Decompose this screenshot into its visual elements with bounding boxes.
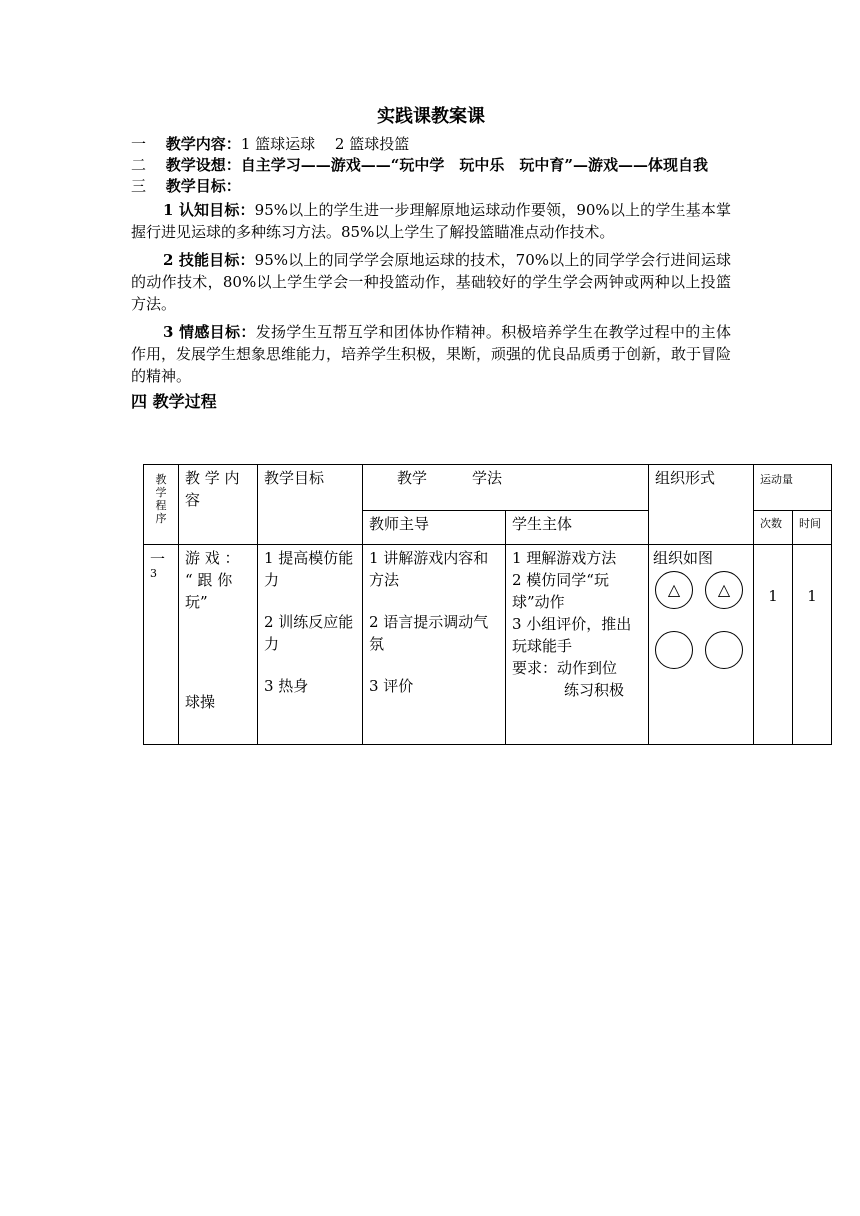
header-content: 教 学 内 容 [179,465,258,545]
formation-diagram [653,569,749,689]
section-4-heading: 四 教学过程 [131,392,217,411]
goal-emotion-label: 3 情感目标： [163,323,256,341]
time-value: 1 [807,587,817,605]
section-2 [131,155,731,176]
goal-item-3: 3 热身 [264,677,309,695]
lesson-table [143,464,832,745]
circle-empty-2 [705,631,743,669]
header-student: 学生主体 [506,511,649,545]
student-requirement-2: 练习积极 [564,681,625,699]
teacher-item-1: 1 讲解游戏内容和方法 [369,549,489,589]
triangle-icon: △ [667,580,681,599]
cell-order [144,545,179,745]
header-order [144,465,179,545]
goal-emotion [131,321,731,387]
goal-item-1: 1 提高模仿能力 [264,549,354,589]
section-3-number: 三 [131,177,147,195]
cell-goal [258,545,363,745]
triangle-icon: △ [717,580,731,599]
goal-cognitive-text: 95%以上的学生进一步理解原地运球动作要领，90%以上的学生基本掌握行进见运球的多种练习方法。85%以上学生了解投篮瞄准点动作技术。 [131,201,731,241]
cell-org [649,545,754,745]
header-amount: 运动量 [754,465,832,511]
cell-student [506,545,649,745]
section-2-text: 教学设想：自主学习——游戏——“玩中学 玩中乐 玩中育”—游戏——体现自我 [165,156,709,174]
student-item-1: 1 理解游戏方法 [512,549,617,567]
times-value: 1 [768,587,778,605]
section-3-label: 教学目标： [165,177,241,195]
section-1-number: 一 [131,135,147,153]
goal-cognitive [131,199,731,243]
org-label: 组织如图 [653,549,714,567]
circle-triangle-1 [655,571,693,609]
header-org: 组织形式 [649,465,754,545]
header-times: 次数 [754,511,793,545]
header-goal: 教学目标 [258,465,363,545]
cell-times [754,545,793,745]
goal-emotion-text: 发扬学生互帮互学和团体协作精神。积极培养学生在教学过程中的主体作用，发展学生想象思维能力，培养学生积极，果断，顽强的优良品质勇于创新，敢于冒险的精神。 [131,323,732,385]
student-item-3: 3 小组评价，推出玩球能手 [512,615,632,655]
section-3 [131,176,731,197]
section-1-text: 1 篮球运球 2 篮球投篮 [240,135,410,153]
goal-item-2: 2 训练反应能力 [264,613,354,653]
section-1-label: 教学内容： [165,135,241,153]
teacher-item-2: 2 语言提示调动气氛 [369,613,489,653]
content-line-1: 游 戏 ： [185,549,240,567]
content-line-2: “ 跟 你 [185,571,233,589]
header-time: 时间 [793,511,832,545]
header-method: 教学 学法 [363,465,649,511]
goal-skill-text: 95%以上的同学学会原地运球的技术，70%以上的同学学会行进间运球的动作技术，80%以上学生学会一种投篮动作，基础较好的学生学会两钟或两种以上投篮方法。 [131,251,731,313]
section-2-number: 二 [131,156,147,174]
goal-cognitive-label: 1 认知目标： [163,201,255,219]
order-number: 3 [150,567,157,580]
header-teacher: 教师主导 [363,511,506,545]
goal-skill-label: 2 技能目标： [163,251,255,269]
order-mark: 一 [150,550,166,568]
document-body [131,104,731,413]
teacher-item-3: 3 评价 [369,677,414,695]
content-line-3: 玩” [185,593,208,611]
section-1 [131,134,731,155]
goal-skill [131,249,731,315]
student-requirement: 要求：动作到位 [512,659,618,677]
cell-content [179,545,258,745]
circle-triangle-2 [705,571,743,609]
circle-empty-1 [655,631,693,669]
header-order-label: 教学程序 [155,473,167,525]
cell-teacher [363,545,506,745]
student-item-2: 2 模仿同学“玩球”动作 [512,571,609,611]
content-line-4: 球操 [185,693,216,711]
cell-time [793,545,832,745]
page-title: 实践课教案课 [377,106,485,127]
